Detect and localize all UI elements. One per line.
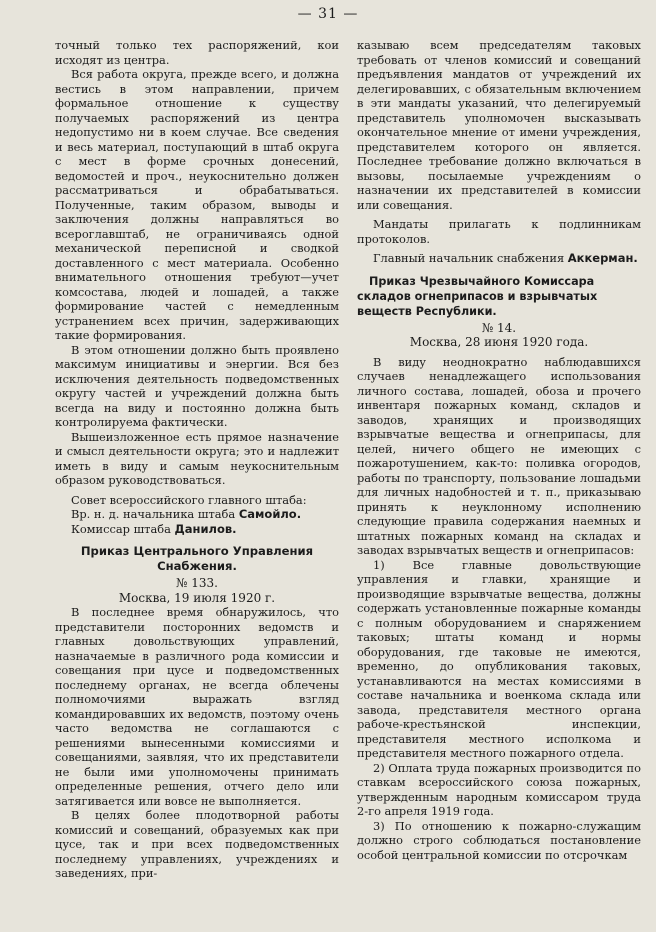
paragraph: В виду неоднократно наблюдавшихся случаев ненадлежащего использования личного состава, лошадей, обоза и прочего инвентаря пожарных команд, складов и заводов, хранящих и производящих взрывчатые вещества и огнеприпасы, для целей, ничего общего не имеющих с пожаротушением, как-то: поливка огородов, работы по транспорту, пользование лошадьми для личных надобностей и т. п., приказываю принять к неуклонному исполнению следующие правила содержания наемных и штатных пожарных команд на складах и заводах взрывчатых веществ и огнеприпасов: — [357, 354, 641, 557]
signature-line — [55, 507, 339, 522]
council-line: Совет всероссийского главного штаба: — [71, 492, 307, 507]
paragraph: Вышеизложенное есть прямое назначение и смысл деятельности округа; это и надлежит иметь в виду и самым неукоснительным образом руководствоваться. — [55, 429, 339, 487]
signature-line — [357, 251, 641, 266]
signature-title: Вр. н. д. начальника штаба — [71, 507, 236, 521]
signature-name: Аккерман. — [567, 251, 638, 265]
paragraph: 3) По отношению к пожарно-служащим должно строго соблюдаться постановление особой центральной комиссии по отсрочкам — [357, 818, 641, 862]
signature-title: Комиссар штаба — [71, 521, 171, 536]
paragraph: Вся работа округа, прежде всего, и должна вестись в этом направлении, причем формальное отношение к существу получаемых распоряжений из центра недопустимо ни в коем случае. Все сведения и весь материал, поступающий в штаб округа с мест в форме срочных донесений, ведомостей и проч., неукоснительно должен рассматриваться и обрабатываться. Полученные, таким образом, выводы и заключения должны направляться во всероглавштаб, не ограничиваясь одной механической переписной и сводкой доставленного с мест материала. Особенно внимательного отношения требуют—учет комсостава, людей и лошадей, а также формирование частей с немедленным устранением всех причин, задерживающих такие формирования. — [55, 67, 339, 342]
paragraph: точный только тех распоряжений, кои исходят из центра. — [55, 38, 339, 67]
order-number: № 14. — [481, 320, 517, 335]
page-number: — 31 — — [297, 6, 359, 22]
order-date: Москва, 19 июля 1920 г. — [118, 590, 276, 605]
paragraph: В этом отношении должно быть проявлено максимум инициативы и энергии. Вся без исключения деятельность подведомственных округу частей и учреждений должна быть всегда на виду и постоянно должна быть контролируема фактически. — [55, 342, 339, 429]
paragraph: казываю всем председателям таковых требовать от членов комиссий и совещаний предъявления мандатов от учреждений их делегировавших, с обязательным включением в эти мандаты указаний, что делегируемый представитель уполномочен высказывать окончательное мнение от имени учреждения, представителем которого он является. Последнее требование должно включаться в вызовы, посылаемые учреждениям о назначении их представителей в комиссии или совещания. — [357, 38, 641, 212]
paragraph: В последнее время обнаружилось, что представители посторонних ведомств и главных довольствующих управлений, назначаемые в различного рода комиссии и совещания при цусе и подведомственных последнему органах, не всегда облечены полномочиями выражать взгляд командировавших их ведомств, поэтому очень часто ведомства не соглашаются с решениями вынесенными комиссиями и совещаниями, заявляя, что их представители не были ими уполномочены принимать определенные решения, отчего дело или затягивается или вовсе не выполняется. — [55, 605, 339, 808]
order-number: № 133. — [176, 576, 218, 590]
right-column — [357, 38, 641, 862]
signature-name: Данилов. — [174, 521, 237, 536]
paragraph: Мандаты прилагать к подлинникам протоколов. — [357, 217, 641, 246]
paragraph: 1) Все главные довольствующие управления и главки, хранящие и производящие взрывчатые вещества, должны содержать установленные пожарные команды с полным оборудованием и снаряжением таковых; штаты команд и нормы оборудования, где таковые не имеются, временно, до опубликования таковых, устанавливаются на местах комиссиями в составе начальника и военкома склада или завода, представителя местного органа рабоче-крестьянской инспекции, представителя местного исполкома и представителя местного пожарного отдела. — [357, 557, 641, 760]
signature-name: Самойло. — [238, 507, 302, 521]
signature-title: Главный начальник снабжения — [373, 251, 565, 265]
left-column — [55, 38, 339, 881]
paragraph: 2) Оплата труда пожарных производится по ставкам всероссийского союза пожарных, утвержденным народным комиссаром труда 2-го апреля 1919 года. — [357, 760, 641, 818]
order-date: Москва, 28 июня 1920 года. — [409, 335, 589, 349]
order-heading: Приказ Центрального Управления Снабжения. — [80, 544, 314, 573]
order-heading: Приказ Чрезвычайного Комиссара складов огнеприпасов и взрывчатых веществ Республики. — [357, 274, 598, 318]
signature-line — [55, 522, 339, 537]
paragraph: В целях более плодотворной работы комиссий и совещаний, образуемых как при цусе, так и при всех подведомственных последнему управлениях, учреждениях и заведениях, при- — [55, 808, 339, 880]
